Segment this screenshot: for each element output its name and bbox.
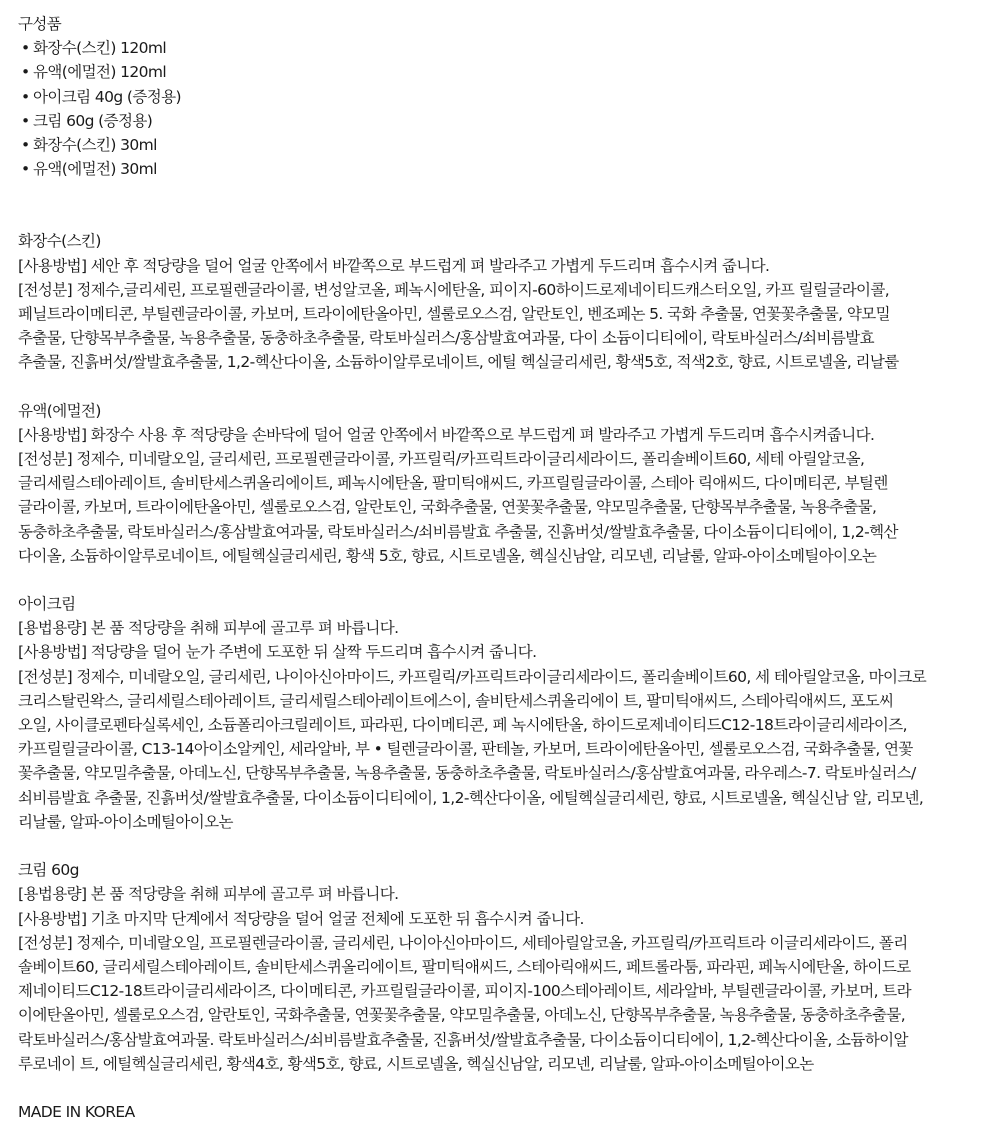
list-item: • 화장수(스킨) 120ml [18, 36, 1000, 60]
ingredients-text: 솔베이트60, 글리세릴스테아레이트, 솔비탄세스퀴올리에이트, 팔미틱애씨드, 스테아릭애씨드, 페트롤라툼, 파라핀, 페녹시에탄올, 하이드로 [18, 957, 911, 976]
bullet-icon: • [21, 63, 30, 82]
ingredients-text: [전성분] 정제수,글리세린, 프로필렌글라이콜, 변성알코올, 페녹시에탄올, 피이지-60하이드로제네이티드캐스터오일, 카프 릴릴글라이콜, [18, 280, 890, 299]
list-item: • 유액(에멀전) 120ml [18, 60, 1000, 84]
made-in-label: MADE IN KOREA [18, 1102, 135, 1121]
dosage-text: [용법용량] 본 품 적당량을 취해 피부에 골고루 펴 바릅니다. [18, 619, 399, 638]
bullet-icon: • [21, 87, 30, 106]
dosage-text: [용법용량] 본 품 적당량을 취해 피부에 골고루 펴 바릅니다. [18, 885, 399, 904]
section-title: 유액(에멀전) [18, 401, 101, 420]
ingredients-text: 꽃추출물, 약모밀추출물, 아데노신, 단향목부추출물, 녹용추출물, 동충하초추출물, 락토바실러스/홍삼발효여과물, 라우레스-7. 락토바실러스/ [18, 764, 916, 783]
list-item: • 화장수(스킨) 30ml [18, 133, 1000, 157]
list-item: • 아이크림 40g (증정용) [18, 85, 1000, 109]
ingredients-text: 루로네이 트, 에틸헥실글리세린, 황색4호, 황색5호, 향료, 시트로넬올, 헥실신남알, 리모넨, 리날룰, 알파-아이소메틸아이오논 [18, 1054, 814, 1073]
ingredients-text: 글라이콜, 카보머, 트라이에탄올아민, 셀룰로오스검, 알란토인, 국화추출물, 연꽃꽃추출물, 약모밀추출물, 단향목부추출물, 녹용추출물, [18, 498, 877, 517]
components-title: 구성품 [18, 15, 62, 33]
ingredients-text: 추출물, 진흙버섯/쌀발효추출물, 1,2-헥산다이올, 소듐하이알루로네이트, 에틸 헥실글리세린, 황색5호, 적색2호, 향료, 시트로넬올, 리날룰 [18, 353, 899, 372]
bullet-icon: • [21, 39, 30, 58]
ingredients-text: 크리스탈린왁스, 글리세릴스테아레이트, 글리세릴스테아레이트에스이, 솔비탄세스퀴올리에이 트, 팔미틱애씨드, 스테아릭애씨드, 포도씨 [18, 691, 894, 710]
list-item: • 유액(에멀전) 30ml [18, 157, 1000, 181]
usage-text: [사용방법] 적당량을 덜어 눈가 주변에 도포한 뒤 살짝 두드리며 흡수시켜 줍니다. [18, 643, 537, 662]
emulsion-section [18, 399, 1000, 568]
bullet-icon: • [21, 160, 30, 179]
eye-cream-section [18, 592, 1000, 834]
ingredients-text: 쇠비름발효 추출물, 진흙버섯/쌀발효추출물, 다이소듐이디티에이, 1,2-헥산다이올, 에틸헥실글리세린, 향료, 시트로넬올, 헥실신남 알, 리모넨, [18, 788, 924, 807]
list-item: • 크림 60g (증정용) [18, 109, 1000, 133]
ingredients-text: 카프릴릴글라이콜, C13-14아이소알케인, 세라알바, 부 • 틸렌글라이콜, 판테놀, 카보머, 트라이에탄올아민, 셀룰로오스검, 국화추출물, 연꽃 [18, 740, 913, 759]
usage-text: [사용방법] 기초 마지막 단계에서 적당량을 덜어 얼굴 전체에 도포한 뒤 흡수시켜 줍니다. [18, 909, 584, 928]
ingredients-text: 오일, 사이클로펜타실록세인, 소듐폴리아크릴레이트, 파라핀, 다이메티콘, 페 녹시에탄올, 하이드로제네이티드C12-18트라이글리세라이즈, [18, 716, 907, 735]
ingredients-text: 다이올, 소듐하이알루로네이트, 에틸헥실글리세린, 황색 5호, 향료, 시트로넬올, 헥실신남알, 리모넨, 리날룰, 알파-아이소메틸아이오논 [18, 546, 877, 565]
ingredients-text: 리날룰, 알파-아이소메틸아이오논 [18, 812, 233, 831]
bullet-icon: • [21, 136, 30, 155]
usage-text: [사용방법] 세안 후 적당량을 덜어 얼굴 안쪽에서 바깥쪽으로 부드럽게 펴 발라주고 가볍게 두드리며 흡수시켜 줍니다. [18, 256, 770, 275]
ingredients-text: 동충하초추출물, 락토바실러스/홍삼발효여과물, 락토바실러스/쇠비름발효 추출물, 진흙버섯/쌀발효추출물, 다이소듐이디티에이, 1,2-헥산 [18, 522, 898, 541]
ingredients-text: 글리세릴스테아레이트, 솔비탄세스퀴올리에이트, 페녹시에탄올, 팔미틱애씨드, 카프릴릴글라이콜, 스테아 릭애씨드, 다이메티콘, 부틸렌 [18, 474, 888, 493]
usage-text: [사용방법] 화장수 사용 후 적당량을 손바닥에 덜어 얼굴 안쪽에서 바깥쪽으로 부드럽게 펴 발라주고 가볍게 두드리며 흡수시켜줍니다. [18, 425, 875, 444]
ingredients-text: 추출물, 단향목부추출물, 녹용추출물, 동충하초추출물, 락토바실러스/홍삼발효여과물, 다이 소듐이디티에이, 락토바실러스/쇠비름발효 [18, 329, 875, 348]
ingredients-text: [전성분] 정제수, 미네랄오일, 글리세린, 프로필렌글라이콜, 카프릴릭/카프릭트라이글리세라이드, 폴리솔베이트60, 세테 아릴알코올, [18, 450, 865, 469]
ingredients-text: 페닐트라이메티콘, 부틸렌글라이콜, 카보머, 트라이에탄올아민, 셀룰로오스검, 알란토인, 벤조페논 5. 국화 추출물, 연꽃꽃추출물, 약모밀 [18, 305, 890, 324]
bullet-icon: • [21, 111, 30, 130]
section-title: 크림 60g [18, 861, 79, 880]
ingredients-text: 락토바실러스/홍삼발효여과물. 락토바실러스/쇠비름발효추출물, 진흙버섯/쌀발효추출물, 다이소듐이디티에이, 1,2-헥산다이올, 소듐하이알 [18, 1030, 908, 1049]
ingredients-text: [전성분] 정제수, 미네랄오일, 글리세린, 나이아신아마이드, 카프릴릭/카프릭트라이글리세라이드, 폴리솔베이트60, 세 테아릴알코올, 마이크로 [18, 667, 927, 686]
ingredients-text: 이에탄올아민, 셀룰로오스검, 알란토인, 국화추출물, 연꽃꽃추출물, 약모밀추출물, 아데노신, 단향목부추출물, 녹용추출물, 동충하초추출물, [18, 1006, 906, 1025]
components-section [18, 12, 1000, 181]
section-title: 화장수(스킨) [18, 232, 101, 251]
section-title: 아이크림 [18, 595, 76, 614]
ingredients-text: [전성분] 정제수, 미네랄오일, 프로필렌글라이콜, 글리세린, 나이아신아마이드, 세테아릴알코올, 카프릴릭/카프릭트라 이글리세라이드, 폴리 [18, 933, 908, 952]
components-list [18, 36, 1000, 181]
ingredients-text: 제네이티드C12-18트라이글리세라이즈, 다이메티콘, 카프릴릴글라이콜, 피이지-100스테아레이트, 세라알바, 부틸렌글라이콜, 카보머, 트라 [18, 982, 912, 1001]
cream-section [18, 858, 1000, 1076]
skin-toner-section [18, 229, 1000, 374]
